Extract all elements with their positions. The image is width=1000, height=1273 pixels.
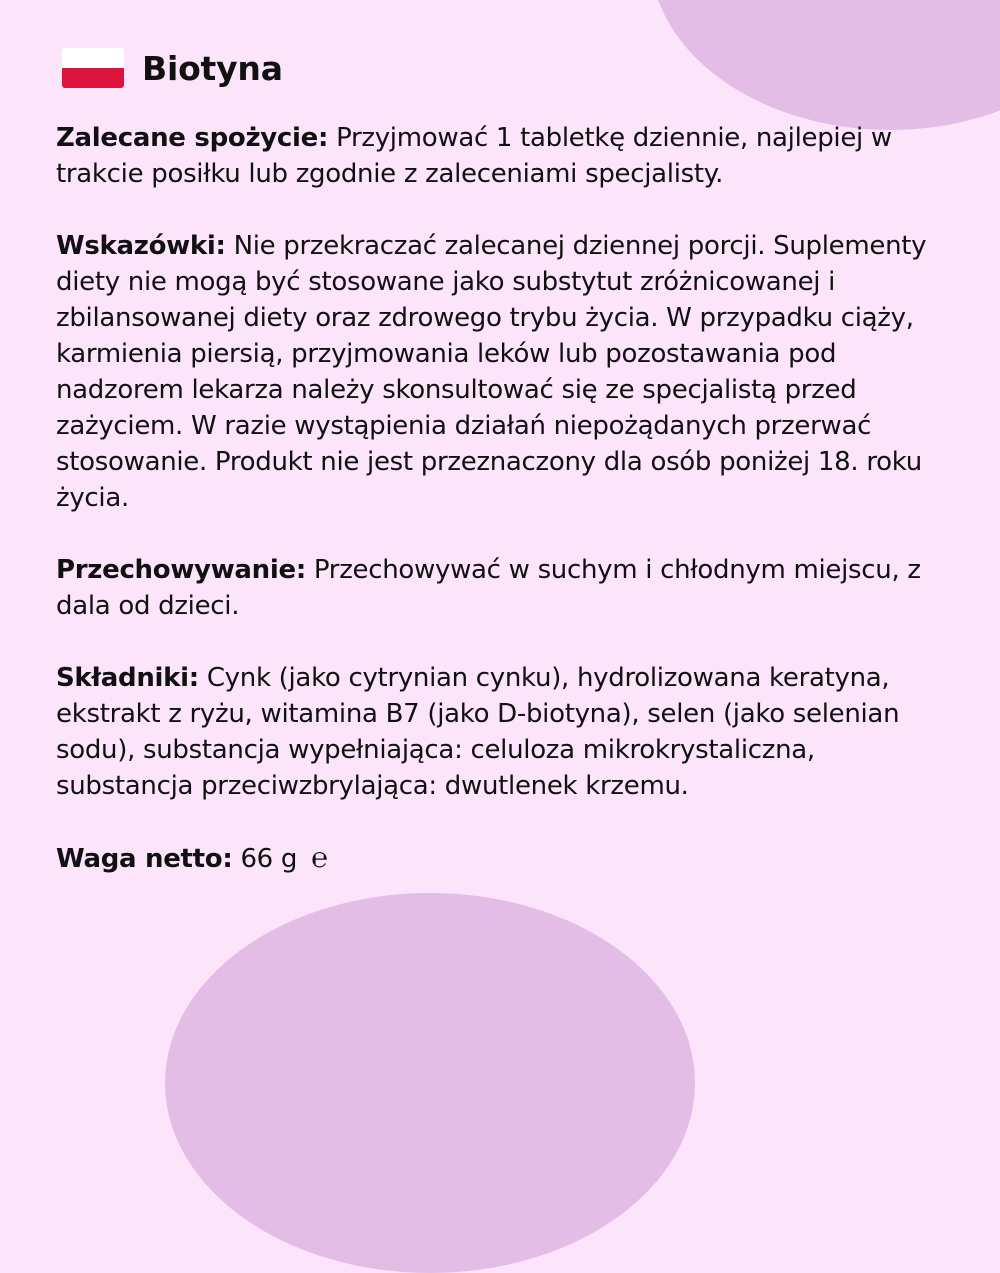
section-storage (56, 552, 956, 624)
section-text: Przyjmować 1 tabletkę dziennie, najlepiej w trakcie posiłku lub zgodnie z zaleceniami specjalisty. (56, 123, 892, 189)
section-label: Waga netto: (56, 844, 233, 874)
estimated-sign-icon: ℮ (311, 841, 328, 874)
section-label: Składniki: (56, 663, 199, 693)
section-text: Przechowywać w suchym i chłodnym miejscu, z dala od dzieci. (56, 555, 921, 621)
section-text: 66 g (240, 844, 298, 874)
section-label: Przechowywanie: (56, 555, 306, 585)
section-label: Zalecane spożycie: (56, 123, 329, 153)
decorative-circle-bottom (165, 893, 695, 1273)
header (62, 48, 283, 88)
section-text: Nie przekraczać zalecanej dziennej porcji. Suplementy diety nie mogą być stosowane jako substytut zróżnicowanej i zbilansowanej diety oraz zdrowego trybu życia. W przypadku ciąży, karmienia piersią, przyjmowania leków lub pozostawania pod nadzorem lekarza należy skonsultować się ze specjalistą przed zażyciem. W razie wystąpienia działań niepożądanych przerwać stosowanie. Produkt nie jest przeznaczony dla osób poniżej 18. roku życia. (56, 231, 927, 513)
section-recommended-intake (56, 120, 956, 192)
section-label: Wskazówki: (56, 231, 226, 261)
page-title: Biotyna (142, 48, 283, 88)
section-text: Cynk (jako cytrynian cynku), hydrolizowana keratyna, ekstrakt z ryżu, witamina B7 (jako D-biotyna), selen (jako selenian sodu), substancja wypełniająca: celuloza mikrokrystaliczna, substancja przeciwzbrylająca: dwutlenek krzemu. (56, 663, 900, 801)
product-info (56, 120, 956, 913)
poland-flag-icon (62, 48, 124, 88)
section-warnings (56, 228, 956, 516)
section-net-weight (56, 840, 956, 877)
section-ingredients (56, 660, 956, 804)
decorative-circle-top (650, 0, 1000, 130)
